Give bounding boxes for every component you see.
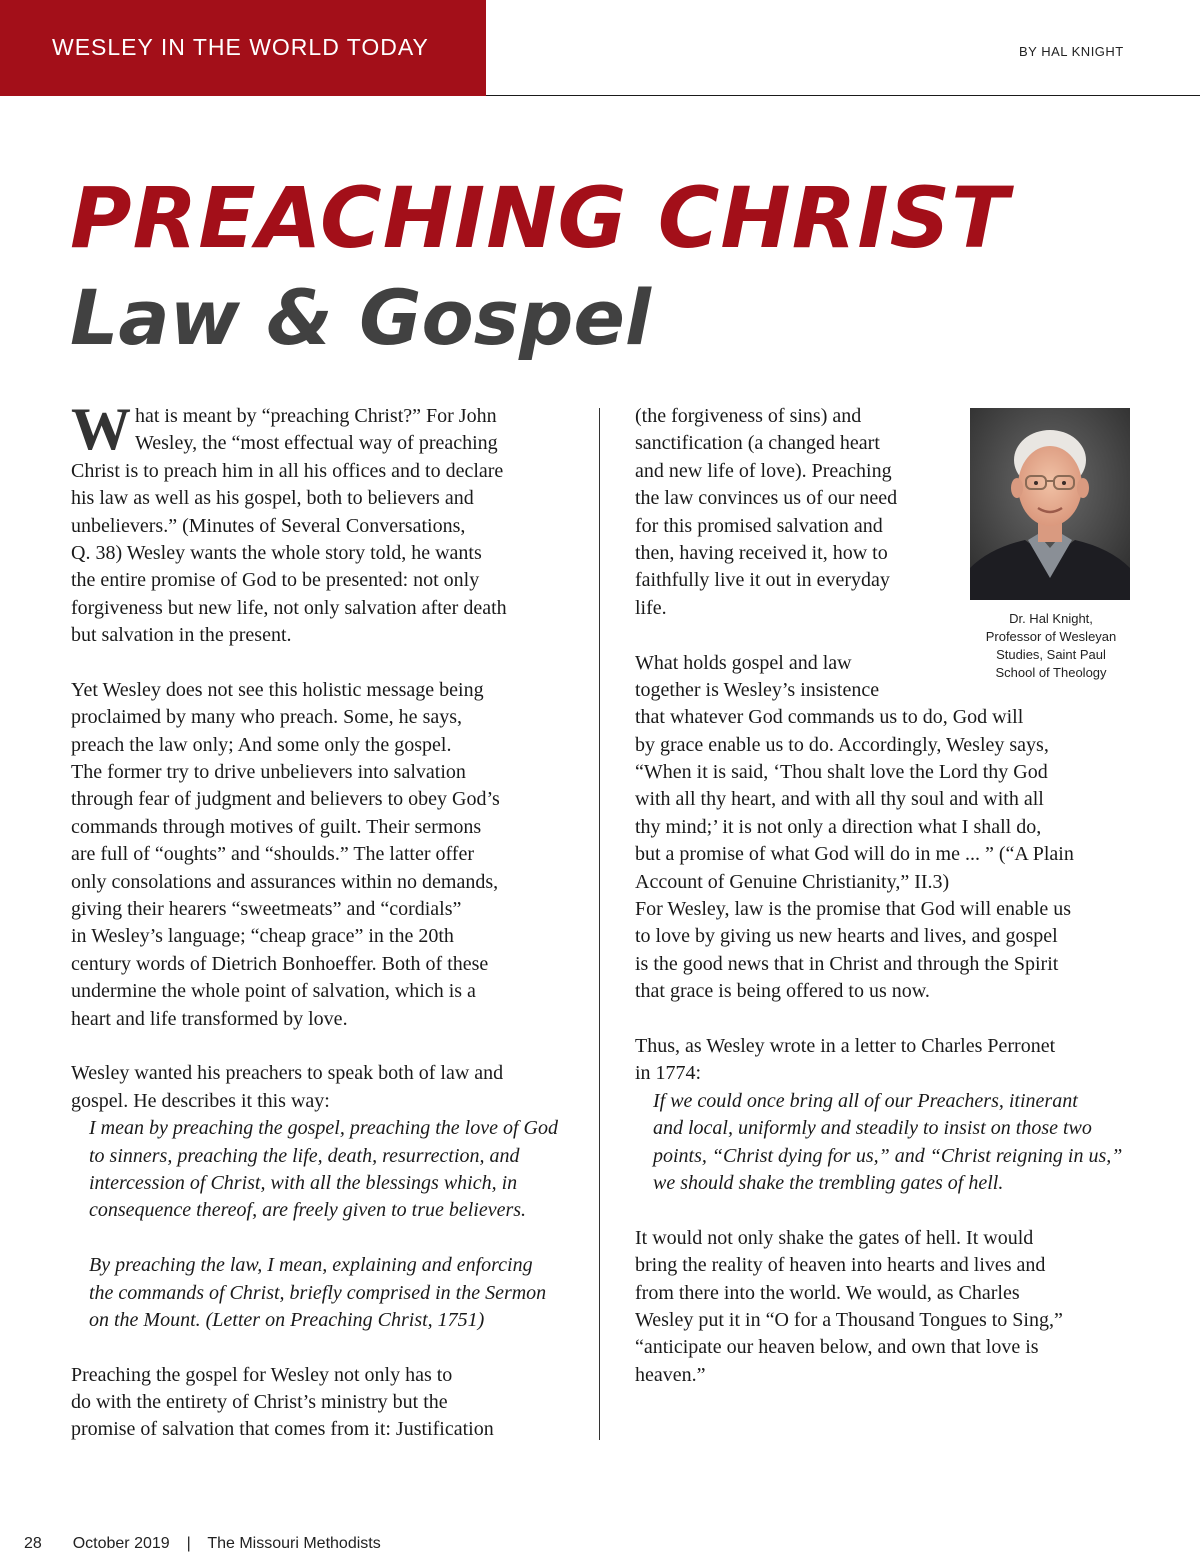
text-line: but a promise of what God will do in me ... ” (“A Plain (635, 843, 1074, 866)
text-line: sanctification (a changed heart (635, 432, 880, 455)
quote-line: intercession of Christ, with all the blessings which, in (89, 1171, 518, 1194)
text-line: promise of salvation that comes from it: Justification (71, 1418, 494, 1441)
text-line: in 1774: (635, 1062, 702, 1085)
text-line: is the good news that in Christ and through the Spirit (635, 952, 1059, 975)
text-line: together is Wesley’s insistence (635, 678, 880, 701)
text-line: with all thy heart, and with all thy soul and with all (635, 788, 1044, 811)
text-line: thy mind;’ it is not only a direction what I shall do, (635, 815, 1042, 838)
article-column-left (71, 396, 571, 1444)
text-line: faithfully live it out in everyday (635, 569, 890, 592)
quote-line: on the Mount. (Letter on Preaching Christ, 1751) (89, 1308, 485, 1331)
text-line: Thus, as Wesley wrote in a letter to Charles Perronet (635, 1034, 1056, 1057)
caption-line: Professor of Wesleyan (985, 629, 1117, 644)
text-line: The former try to drive unbelievers into salvation (71, 761, 466, 784)
text-line: giving their hearers “sweetmeats” and “cordials” (71, 898, 462, 921)
page-number: 28 (24, 1535, 42, 1552)
paragraph (635, 1225, 1135, 1389)
text-line: the law convinces us of our need (635, 487, 898, 510)
drop-cap: W (71, 396, 131, 462)
text-line: then, having received it, how to (635, 541, 888, 564)
text-line: (the forgiveness of sins) and (635, 405, 862, 427)
text-line: It would not only shake the gates of hell. It would (635, 1226, 1034, 1249)
paragraph (71, 1362, 571, 1444)
paragraph (71, 396, 571, 650)
section-header-band (0, 0, 486, 96)
text-line: heart and life transformed by love. (71, 1007, 348, 1030)
text-line: preach the law only; And some only the gospel. (71, 733, 452, 756)
footer-separator: | (186, 1535, 191, 1552)
text-line: gospel. He describes it this way: (71, 1089, 330, 1112)
text-line: proclaimed by many who preach. Some, he says, (71, 706, 463, 729)
paragraph (71, 677, 571, 1033)
column-divider (599, 408, 600, 1440)
quote-line: and local, uniformly and steadily to insist on those two (653, 1117, 1092, 1140)
byline: BY HAL KNIGHT (1019, 44, 1124, 59)
text-line: “anticipate our heaven below, and own that love is (635, 1336, 1039, 1359)
text-line: unbelievers.” (Minutes of Several Conversations, (71, 514, 466, 537)
text-line: life. (635, 596, 667, 619)
headline-main: PREACHING CHRIST (70, 169, 1010, 267)
text-line: do with the entirety of Christ’s ministry but the (71, 1391, 448, 1414)
paragraph (71, 1060, 571, 1115)
text-line: hat is meant by “preaching Christ?” For John (135, 405, 497, 427)
quote-line: If we could once bring all of our Preachers, itinerant (653, 1089, 1078, 1112)
paragraph (635, 1033, 1135, 1088)
section-title: WESLEY IN THE WORLD TODAY (52, 34, 429, 60)
text-line: only consolations and assurances within no demands, (71, 870, 499, 893)
text-line: the entire promise of God to be presented: not only (71, 569, 480, 592)
text-line: “When it is said, ‘Thou shalt love the Lord thy God (635, 761, 1048, 784)
text-line: century words of Dietrich Bonhoeffer. Both of these (71, 952, 489, 975)
text-line: but salvation in the present. (71, 624, 292, 647)
text-line: Wesley put it in “O for a Thousand Tongues to Sing,” (635, 1308, 1063, 1331)
author-photo (970, 408, 1130, 600)
text-line: Christ is to preach him in all his offices and to declare (71, 459, 504, 482)
publication-name: The Missouri Methodists (207, 1535, 381, 1552)
text-line: that grace is being offered to us now. (635, 980, 930, 1003)
quote-line: By preaching the law, I mean, explaining and enforcing (89, 1254, 533, 1277)
headline-sub: Law & Gospel (70, 273, 651, 362)
text-line: Yet Wesley does not see this holistic message being (71, 678, 484, 701)
text-line: his law as well as his gospel, both to believers and (71, 487, 474, 510)
quote-line: we should shake the trembling gates of hell. (653, 1171, 1004, 1194)
block-quote (71, 1115, 571, 1334)
quote-line: I mean by preaching the gospel, preaching the love of God (89, 1117, 558, 1140)
block-quote (635, 1088, 1135, 1198)
quote-line: to sinners, preaching the life, death, resurrection, and (89, 1144, 520, 1167)
page-footer (24, 1535, 381, 1553)
quote-line: points, “Christ dying for us,” and “Christ reigning in us,” (653, 1144, 1123, 1167)
text-line: undermine the whole point of salvation, which is a (71, 980, 476, 1003)
text-line: from there into the world. We would, as Charles (635, 1281, 1020, 1304)
text-line: forgiveness but new life, not only salvation after death (71, 596, 507, 619)
text-line: Q. 38) Wesley wants the whole story told, he wants (71, 541, 482, 564)
photo-caption (960, 610, 1142, 682)
text-line: are full of “oughts” and “shoulds.” The latter offer (71, 843, 475, 866)
text-line: through fear of judgment and believers to obey God’s (71, 788, 500, 811)
caption-line: School of Theology (995, 665, 1107, 680)
text-line: bring the reality of heaven into hearts and lives and (635, 1254, 1046, 1277)
text-line: for this promised salvation and (635, 514, 883, 537)
text-line: in Wesley’s language; “cheap grace” in the 20th (71, 925, 454, 948)
text-line: Account of Genuine Christianity,” II.3) (635, 870, 950, 893)
issue-date: October 2019 (72, 1535, 170, 1552)
text-line: What holds gospel and law (635, 651, 852, 674)
text-line: commands through motives of guilt. Their sermons (71, 815, 482, 838)
text-line: to love by giving us new hearts and lives, and gospel (635, 925, 1058, 948)
text-line: Wesley, the “most effectual way of preaching (135, 432, 498, 455)
text-line: Preaching the gospel for Wesley not only has to (71, 1363, 453, 1386)
quote-line: consequence thereof, are freely given to true believers. (89, 1199, 527, 1222)
text-line: For Wesley, law is the promise that God will enable us (635, 898, 1072, 921)
header-rule (486, 95, 1200, 96)
caption-line: Studies, Saint Paul (996, 647, 1106, 662)
text-line: and new life of love). Preaching (635, 459, 892, 482)
text-line: by grace enable us to do. Accordingly, Wesley says, (635, 733, 1049, 756)
text-line: Wesley wanted his preachers to speak both of law and (71, 1062, 504, 1085)
caption-line: Dr. Hal Knight, (1009, 611, 1093, 626)
text-line: that whatever God commands us to do, God will (635, 706, 1024, 729)
text-line: heaven.” (635, 1363, 706, 1386)
paragraph (635, 650, 1135, 1006)
quote-line: the commands of Christ, briefly comprised in the Sermon (89, 1281, 547, 1304)
